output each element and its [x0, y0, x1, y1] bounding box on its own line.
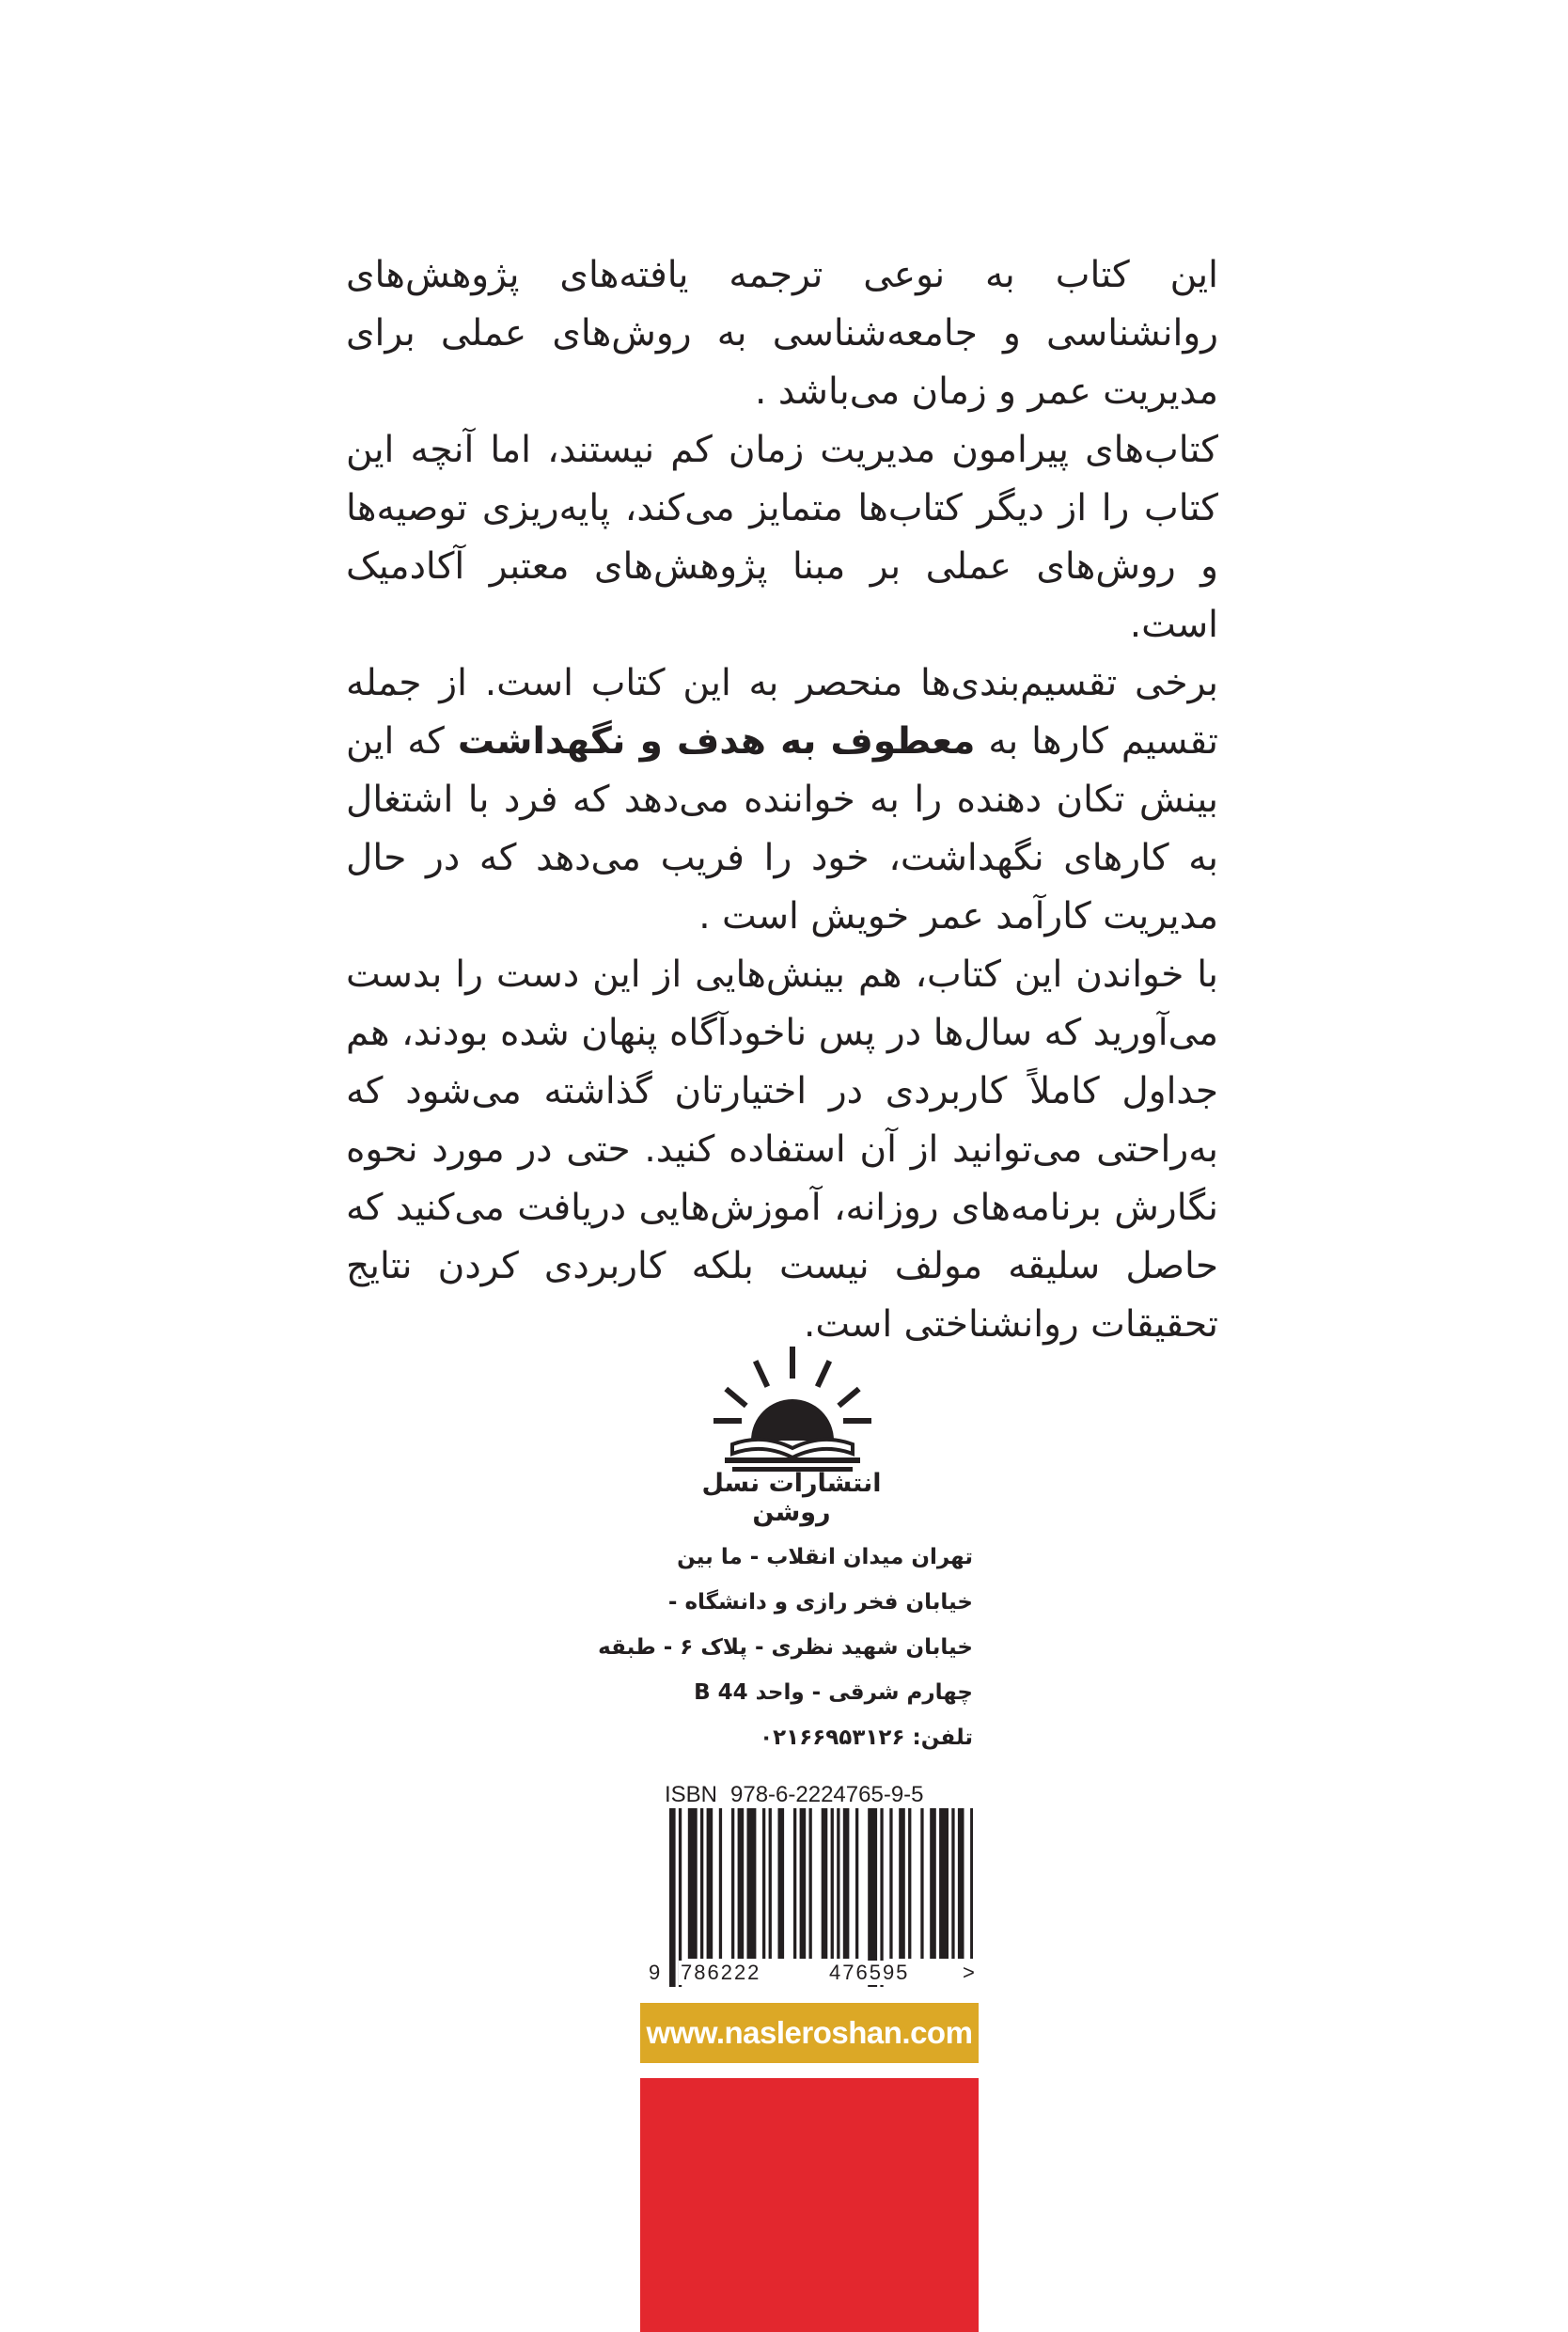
publisher-name: انتشارات نسل روشن	[701, 1469, 882, 1527]
barcode-bar	[793, 1808, 796, 1959]
phone-number: ۰۲۱۶۶۹۵۳۱۲۶	[760, 1725, 905, 1750]
barcode-bar	[700, 1808, 703, 1959]
isbn-label: ISBN	[665, 1782, 718, 1807]
barcode-bar	[719, 1808, 722, 1959]
address-line-1: تهران میدان انقلاب - ما بین	[677, 1545, 973, 1569]
isbn-number: 978-6-2224765-9-5	[730, 1782, 924, 1807]
barcode-bar	[920, 1808, 923, 1959]
barcode-bar	[899, 1808, 905, 1959]
blurb-paragraph-3-start: برخی تقسیم‌بندی‌ها منحصر به این کتاب است. از جمله تقسیم کارها به	[346, 662, 1218, 763]
barcode-bar	[769, 1808, 772, 1959]
barcode-bar	[822, 1808, 828, 1959]
barcode-bar	[707, 1808, 713, 1959]
barcode-bar	[951, 1808, 954, 1959]
barcode-first-digit: 9	[649, 1961, 661, 1984]
barcode-bar	[800, 1808, 807, 1959]
blurb-paragraph-4: با خواندن این کتاب، هم بینش‌هایی از این دست را بدست می‌آورید که سال‌ها در پس ناخودآگاه پنهان شده بودند، هم جداول کاملاً کاربردی در اختیارتان گذاشته می‌شود که به‌راحتی می‌توانید از آن استفاده کنید. حتی در مورد نحوه نگارش برنامه‌های روزانه، آموزش‌هایی دریافت می‌کنید که حاصل سلیقه مولف نیست بلکه کاربردی کردن نتایج تحقیقات روانشناختی است.	[346, 953, 1218, 1346]
blurb-bold-phrase: معطوف به هدف و نگهداشت	[457, 720, 976, 763]
blurb-paragraph-3-end: که این بینش تکان دهنده را به خواننده می‌دهد که فرد با اشتغال به کارهای نگهداشت، خود را فریب می‌دهد که در حال مدیریت کارآمد عمر خویش است .	[346, 720, 1218, 938]
barcode-bar	[778, 1808, 785, 1959]
barcode-digit-group-1: 786222	[681, 1961, 761, 1984]
address-line-2: خیابان فخر رازی و دانشگاه -	[667, 1590, 973, 1615]
barcode-bar	[762, 1808, 765, 1959]
barcode-bar	[738, 1808, 745, 1959]
back-cover-blurb	[346, 246, 1218, 1354]
blurb-paragraph-2: کتاب‌های پیرامون مدیریت زمان کم نیستند، اما آنچه این کتاب را از دیگر کتاب‌ها متمایز می‌کند، پایه‌ریزی توصیه‌ها و روش‌های عملی بر مبنا پژوهش‌های معتبر آکادمیک است.	[346, 429, 1218, 646]
barcode-bar	[855, 1808, 858, 1959]
phone-label: تلفن:	[912, 1725, 973, 1750]
barcode-bar	[831, 1808, 834, 1959]
address-line-3: خیابان شهید نظری - پلاک ۶ - طبقه	[598, 1635, 973, 1660]
barcode-bar	[958, 1808, 964, 1959]
barcode-bar	[731, 1808, 734, 1959]
blurb-paragraph-1: این کتاب به نوعی ترجمه یافته‌های پژوهش‌های روانشناسی و جامعه‌شناسی به روش‌های عملی برای مدیریت عمر و زمان می‌باشد .	[346, 254, 1218, 413]
barcode-bar	[688, 1808, 698, 1959]
barcode-bar	[843, 1808, 850, 1959]
blurb-paragraph-3	[346, 654, 1218, 946]
barcode-bar	[908, 1808, 911, 1959]
isbn-line	[665, 1782, 984, 1808]
barcode-bar	[930, 1808, 936, 1959]
barcode-bar	[809, 1808, 812, 1959]
red-color-band	[640, 2078, 979, 2332]
barcode-bar	[939, 1808, 949, 1959]
publisher-address	[598, 1535, 973, 1760]
barcode-end-mark: >	[963, 1961, 975, 1984]
barcode-bar	[889, 1808, 892, 1959]
barcode-bar	[747, 1808, 757, 1959]
phone-line	[649, 1715, 973, 1760]
sunrise-book-icon	[700, 1343, 885, 1489]
barcode-digit-group-2: 476595	[829, 1961, 910, 1984]
address-line-4: چهارم شرقی - واحد B 44	[694, 1680, 973, 1705]
barcode-bar	[837, 1808, 839, 1959]
barcode-bar	[970, 1808, 973, 1959]
barcode-bar	[669, 1808, 676, 1987]
website-url[interactable]: www.nasleroshan.com	[640, 2003, 979, 2063]
